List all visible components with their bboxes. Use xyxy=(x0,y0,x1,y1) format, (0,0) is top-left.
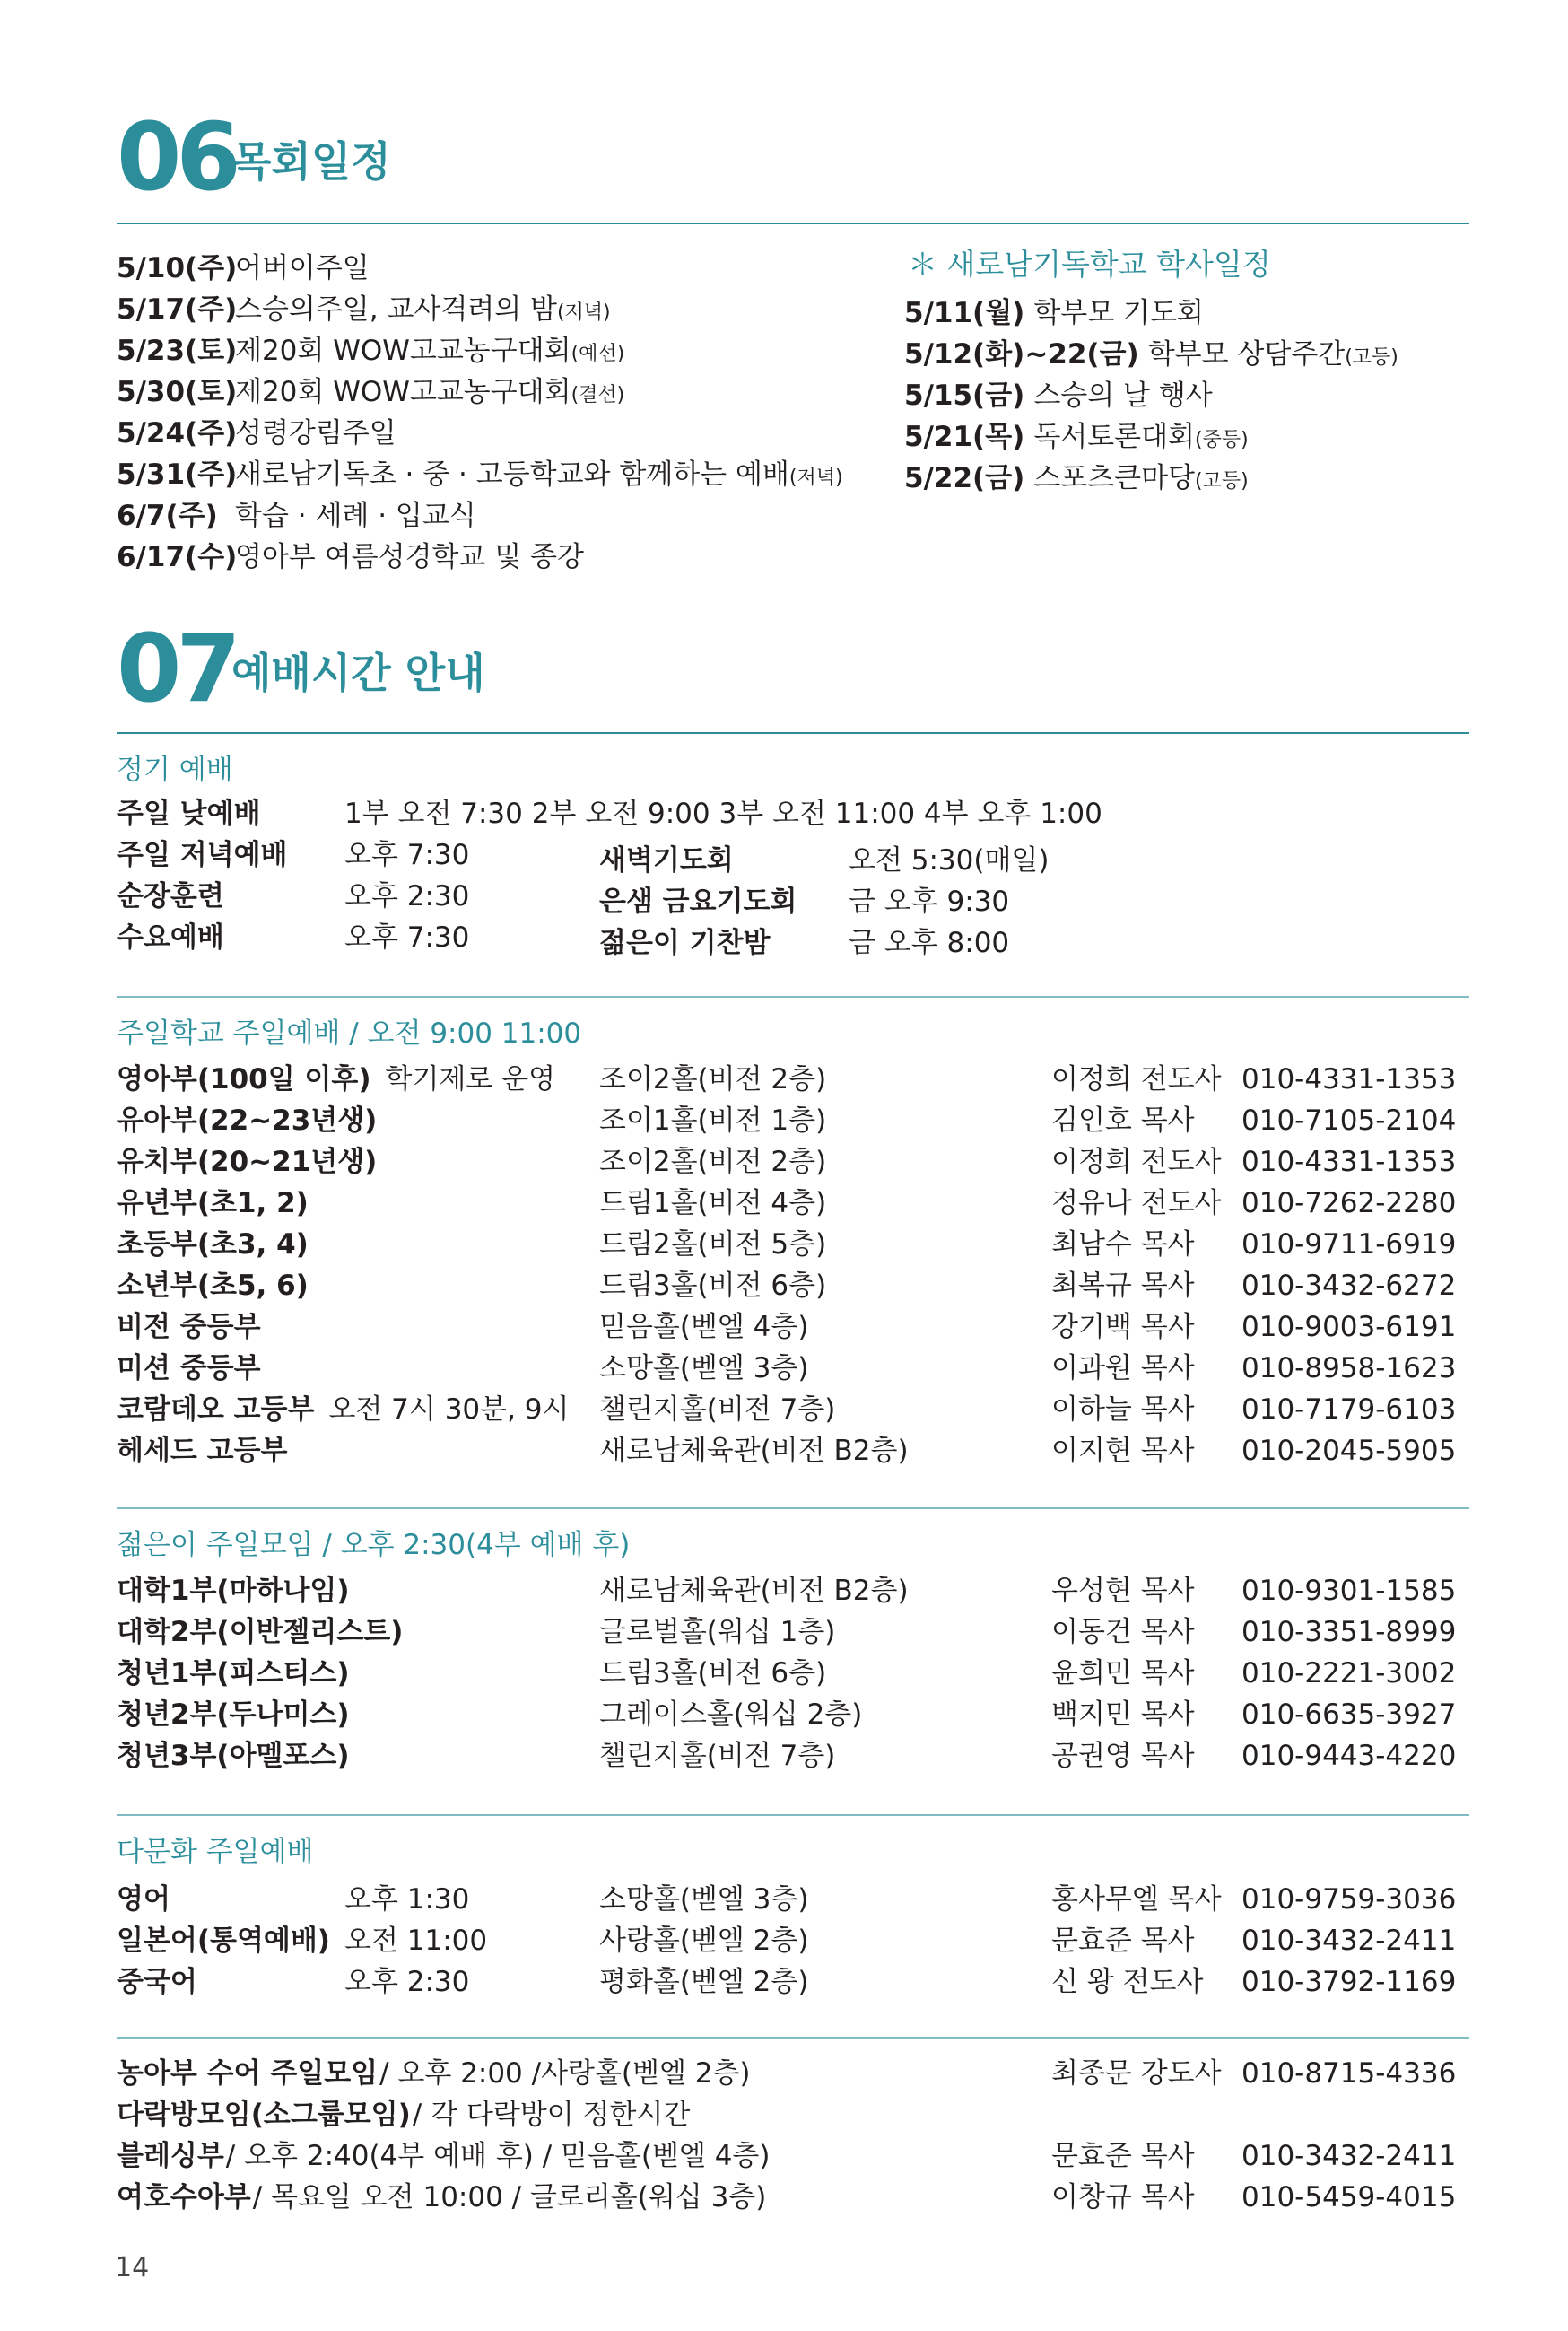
phone-number: 010-9003-6191 xyxy=(1241,1311,1457,1343)
youth-heading-time: / 오후 2:30(4부 예배 후) xyxy=(313,1529,631,1561)
phone-number: 010-3792-1169 xyxy=(1241,1966,1457,1998)
phone-number: 010-3432-2411 xyxy=(1241,1925,1457,1957)
schedule-date: 5/17(주) xyxy=(117,293,238,326)
school-event xyxy=(1148,334,1398,379)
schedule-event xyxy=(235,413,396,458)
school-date: 5/15(금) xyxy=(904,380,1025,412)
service-name: 젊은이 기찬밤 xyxy=(599,927,771,959)
service-name: 수요예배 xyxy=(117,921,224,954)
pastor-name: 공권영 목사 xyxy=(1051,1740,1195,1772)
schedule-event xyxy=(235,371,624,416)
schedule-event-note: (예선) xyxy=(571,343,625,365)
department-name: 청년1부(피스티스) xyxy=(117,1657,350,1689)
meeting-name: 다락방모임(소그룹모임) xyxy=(117,2099,411,2131)
phone-number: 010-4331-1353 xyxy=(1241,1063,1457,1096)
pastor-name: 백지민 목사 xyxy=(1051,1698,1195,1731)
phone-number: 010-3351-8999 xyxy=(1241,1616,1457,1648)
phone-number: 010-3432-6272 xyxy=(1241,1270,1457,1302)
service-time: 오전 11:00 xyxy=(344,1925,488,1957)
meeting-name: 블레싱부 xyxy=(117,2140,224,2172)
section-divider xyxy=(117,223,1469,224)
schedule-event-text: 스승의주일, 교사격려의 밤 xyxy=(235,293,557,326)
service-time: 오후 7:30 xyxy=(344,921,470,954)
location: 조이1홀(비전 1층) xyxy=(599,1104,827,1137)
phone-number: 010-7179-6103 xyxy=(1241,1393,1457,1426)
multicultural-heading: 다문화 주일예배 xyxy=(117,1836,314,1868)
phone-number: 010-9711-6919 xyxy=(1241,1228,1457,1261)
schedule-event-text: 제20회 WOW고교농구대회 xyxy=(235,335,571,367)
meeting-detail: / 오후 2:00 /사랑홀(벧엘 2층) xyxy=(379,2057,751,2090)
school-date: 5/12(화)~22(금) xyxy=(904,338,1139,371)
location: 챌린지홀(비전 7층) xyxy=(599,1393,836,1426)
location: 그레이스홀(워십 2층) xyxy=(599,1698,863,1731)
service-name: 순장훈련 xyxy=(117,880,224,912)
department-name: 초등부(초3, 4) xyxy=(117,1228,309,1261)
phone-number: 010-6635-3927 xyxy=(1241,1698,1457,1731)
location: 드림2홀(비전 5층) xyxy=(599,1228,827,1261)
school-event-note: (고등) xyxy=(1195,470,1249,493)
phone-number: 010-8715-4336 xyxy=(1241,2057,1457,2090)
location: 드림3홀(비전 6층) xyxy=(599,1657,827,1689)
sunday-day-service-times: 1부 오전 7:30 2부 오전 9:00 3부 오전 11:00 4부 오후 1:00 xyxy=(344,798,1102,830)
pastor-name: 문효준 목사 xyxy=(1051,1925,1195,1957)
school-event-note: (고등) xyxy=(1345,346,1398,369)
location: 챌린지홀(비전 7층) xyxy=(599,1740,836,1772)
divider xyxy=(117,996,1469,998)
pastor-name: 이하늘 목사 xyxy=(1051,1393,1195,1426)
schedule-date: 5/24(주) xyxy=(117,417,238,450)
pastor-name: 홍사무엘 목사 xyxy=(1051,1883,1222,1916)
pastor-name: 김인호 목사 xyxy=(1051,1104,1195,1137)
phone-number: 010-5459-4015 xyxy=(1241,2181,1457,2213)
meeting-name: 여호수아부 xyxy=(117,2181,251,2213)
pastor-name: 최종문 강도사 xyxy=(1051,2057,1222,2090)
department-name: 소년부(초5, 6) xyxy=(117,1270,309,1302)
phone-number: 010-8958-1623 xyxy=(1241,1352,1457,1384)
pastor-name: 정유나 전도사 xyxy=(1051,1187,1222,1219)
pastor-name: 강기백 목사 xyxy=(1051,1311,1195,1343)
sunday-day-service-label: 주일 낮예배 xyxy=(117,798,261,830)
youth-heading xyxy=(117,1522,630,1562)
schedule-event-note: (저녁) xyxy=(556,301,611,324)
department-name: 영아부(100일 이후) xyxy=(117,1063,371,1096)
service-time: 오후 1:30 xyxy=(344,1883,470,1916)
pastor-name: 최복규 목사 xyxy=(1051,1270,1195,1302)
school-event xyxy=(1033,375,1212,420)
location: 드림1홀(비전 4층) xyxy=(599,1187,827,1219)
schedule-event-text: 학습 · 세례 · 입교식 xyxy=(235,500,476,532)
schedule-date: 5/30(토) xyxy=(117,376,238,408)
department-name: 유치부(20~21년생) xyxy=(117,1146,378,1178)
section-title: 예배시간 안내 xyxy=(231,649,485,697)
location: 조이2홀(비전 2층) xyxy=(599,1063,827,1096)
school-event-text: 스포츠큰마당 xyxy=(1033,462,1196,494)
meeting-detail: / 각 다락방이 정한시간 xyxy=(412,2099,691,2131)
schedule-event xyxy=(235,454,843,499)
location: 글로벌홀(워십 1층) xyxy=(599,1616,836,1648)
school-event xyxy=(1033,416,1248,461)
school-event xyxy=(1033,458,1248,502)
service-name: 주일 저녁예배 xyxy=(117,839,288,871)
schedule-event-text: 어버이주일 xyxy=(235,252,370,284)
school-date: 5/22(금) xyxy=(904,462,1025,494)
pastor-name: 윤희민 목사 xyxy=(1051,1657,1195,1689)
phone-number: 010-7105-2104 xyxy=(1241,1104,1457,1137)
department-name: 헤세드 고등부 xyxy=(117,1435,288,1467)
section-divider xyxy=(117,732,1469,734)
location: 새로남체육관(비전 B2층) xyxy=(599,1435,909,1467)
location: 소망홀(벧엘 3층) xyxy=(599,1883,809,1916)
sunday-school-heading xyxy=(117,1010,581,1051)
location: 조이2홀(비전 2층) xyxy=(599,1146,827,1178)
department-name: 유년부(초1, 2) xyxy=(117,1187,309,1219)
page-number: 14 xyxy=(115,2252,150,2283)
phone-number: 010-7262-2280 xyxy=(1241,1187,1457,1219)
school-event-text: 스승의 날 행사 xyxy=(1033,380,1213,412)
service-time: 금 오후 8:00 xyxy=(849,927,1010,959)
school-event-text: 학부모 기도회 xyxy=(1033,297,1204,329)
language: 일본어(통역예배) xyxy=(117,1925,330,1957)
schedule-event xyxy=(235,330,624,375)
schedule-event xyxy=(235,537,584,581)
department-name: 미션 중등부 xyxy=(117,1352,261,1384)
department-name: 코람데오 고등부 xyxy=(117,1393,315,1426)
school-event-text: 학부모 상담주간 xyxy=(1147,338,1346,371)
pastor-name: 우성현 목사 xyxy=(1051,1575,1195,1607)
sunday-school-heading-time: / 오전 9:00 11:00 xyxy=(340,1017,582,1050)
schedule-date: 5/10(주) xyxy=(117,252,238,284)
service-name: 새벽기도회 xyxy=(599,844,734,877)
schedule-date: 5/31(주) xyxy=(117,458,238,491)
meeting-detail: / 오후 2:40(4부 예배 후) / 믿음홀(벧엘 4층) xyxy=(225,2140,771,2172)
department-name: 비전 중등부 xyxy=(117,1311,261,1343)
phone-number: 010-2045-5905 xyxy=(1241,1435,1457,1467)
youth-heading-main: 젊은이 주일모임 xyxy=(117,1529,314,1561)
school-date: 5/21(목) xyxy=(904,421,1025,453)
service-name: 은샘 금요기도회 xyxy=(599,886,797,918)
school-date: 5/11(월) xyxy=(904,297,1025,329)
schedule-event xyxy=(235,495,476,540)
department-note: 학기제로 운영 xyxy=(385,1063,556,1096)
meeting-detail: / 목요일 오전 10:00 / 글로리홀(워십 3층) xyxy=(252,2181,767,2213)
schedule-date: 5/23(토) xyxy=(117,335,238,367)
phone-number: 010-3432-2411 xyxy=(1241,2140,1457,2172)
schedule-event-note: (저녁) xyxy=(788,467,843,489)
location: 평화홀(벧엘 2층) xyxy=(599,1966,809,1998)
schedule-date: 6/7(주) xyxy=(117,500,218,532)
location: 소망홀(벧엘 3층) xyxy=(599,1352,809,1384)
schedule-event xyxy=(235,289,611,334)
schedule-event-text: 제20회 WOW고교농구대회 xyxy=(235,376,571,408)
department-note: 오전 7시 30분, 9시 xyxy=(328,1393,570,1426)
schedule-event xyxy=(235,248,370,292)
location: 사랑홀(벧엘 2층) xyxy=(599,1925,809,1957)
meeting-name: 농아부 수어 주일모임 xyxy=(117,2057,379,2090)
regular-worship-heading: 정기 예배 xyxy=(117,754,233,786)
pastor-name: 문효준 목사 xyxy=(1051,2140,1195,2172)
school-schedule-title: ＊ 새로남기독학교 학사일정 xyxy=(908,247,1271,282)
section-number: 07 xyxy=(117,614,236,723)
location: 믿음홀(벧엘 4층) xyxy=(599,1311,809,1343)
pastor-name: 이창규 목사 xyxy=(1051,2181,1195,2213)
section-number: 06 xyxy=(117,102,236,212)
service-time: 금 오후 9:30 xyxy=(849,886,1010,918)
phone-number: 010-2221-3002 xyxy=(1241,1657,1457,1689)
location: 새로남체육관(비전 B2층) xyxy=(599,1575,909,1607)
service-time: 오후 2:30 xyxy=(344,880,470,912)
pastor-name: 이정희 전도사 xyxy=(1051,1146,1222,1178)
divider xyxy=(117,1814,1469,1816)
service-time: 오후 2:30 xyxy=(344,1966,470,1998)
phone-number: 010-9759-3036 xyxy=(1241,1883,1457,1916)
schedule-event-text: 성령강림주일 xyxy=(235,417,396,450)
schedule-event-note: (결선) xyxy=(571,384,625,406)
school-event xyxy=(1033,292,1204,337)
schedule-event-text: 새로남기독초 · 중 · 고등학교와 함께하는 예배 xyxy=(235,458,789,491)
schedule-event-text: 영아부 여름성경학교 및 종강 xyxy=(235,541,584,573)
phone-number: 010-9301-1585 xyxy=(1241,1575,1457,1607)
divider xyxy=(117,2037,1469,2039)
department-name: 청년3부(아멜포스) xyxy=(117,1740,350,1772)
phone-number: 010-9443-4220 xyxy=(1241,1740,1457,1772)
department-name: 청년2부(두나미스) xyxy=(117,1698,350,1731)
department-name: 대학1부(마하나임) xyxy=(117,1575,350,1607)
pastor-name: 이지현 목사 xyxy=(1051,1435,1195,1467)
pastor-name: 이정희 전도사 xyxy=(1051,1063,1222,1096)
language: 영어 xyxy=(117,1883,170,1916)
department-name: 유아부(22~23년생) xyxy=(117,1104,378,1137)
pastor-name: 이동건 목사 xyxy=(1051,1616,1195,1648)
pastor-name: 신 왕 전도사 xyxy=(1051,1966,1204,1998)
sunday-school-heading-main: 주일학교 주일예배 xyxy=(117,1017,341,1050)
phone-number: 010-4331-1353 xyxy=(1241,1146,1457,1178)
section-title: 목회일정 xyxy=(231,137,391,186)
language: 중국어 xyxy=(117,1966,197,1998)
pastor-name: 이과원 목사 xyxy=(1051,1352,1195,1384)
school-event-text: 독서토론대회 xyxy=(1033,421,1196,453)
schedule-date: 6/17(수) xyxy=(117,541,238,573)
pastor-name: 최남수 목사 xyxy=(1051,1228,1195,1261)
location: 드림3홀(비전 6층) xyxy=(599,1270,827,1302)
divider xyxy=(117,1507,1469,1509)
department-name: 대학2부(이반젤리스트) xyxy=(117,1616,404,1648)
school-event-note: (중등) xyxy=(1195,429,1249,451)
service-time: 오전 5:30(매일) xyxy=(849,844,1050,877)
service-time: 오후 7:30 xyxy=(344,839,470,871)
